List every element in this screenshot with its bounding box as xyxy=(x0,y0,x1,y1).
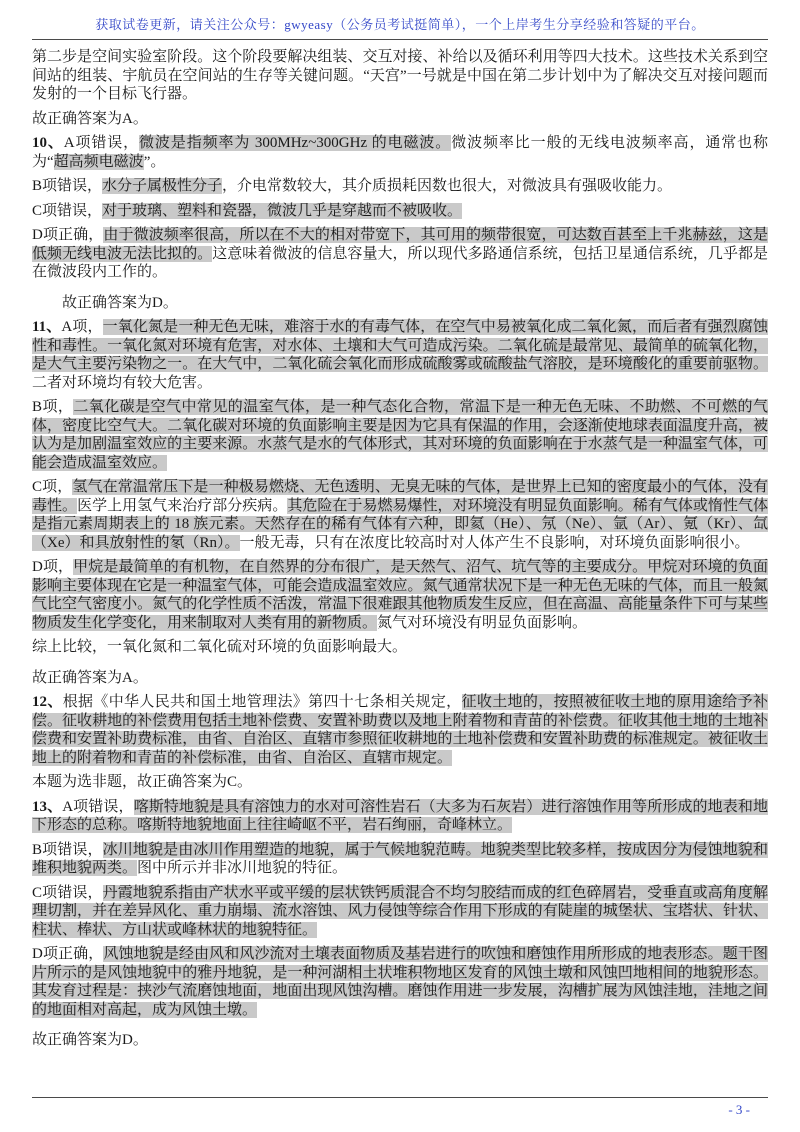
paragraph xyxy=(32,884,768,940)
paragraph xyxy=(32,945,768,1019)
header-banner: 获取试卷更新，请关注公众号：gwyeasy（公务员考试挺简单），一个上岸考生分享经验和答疑的平台。 xyxy=(95,17,705,32)
page-footer xyxy=(32,1097,768,1118)
highlighted-text: 喀斯特地貌是具有溶蚀力的水对可溶性岩石（大多为石灰岩）进行溶蚀作用等所形成的地表和地下形态的总称。喀斯特地貌地面上往往崎岖不平，岩石绚丽，奇峰林立。 xyxy=(32,798,768,833)
text-segment: 这意味着微波的信息容量大，所以现代多路通信系统，包括卫星通信系统，几乎都是在微波段内工作的。 xyxy=(32,245,768,280)
highlighted-text: 丹霞地貌系指由产状水平或平缓的层状铁钙质混合不均匀胶结而成的红色碎屑岩，受垂直或高角度解理切割，并在差异风化、重力崩塌、流水溶蚀、风力侵蚀等综合作用下形成的有陡崖的城堡状、宝塔状、针状、柱状、棒状、方山状或峰林状的地貌特征。 xyxy=(32,884,768,938)
highlighted-text: 氢气在常温常压下是一种极易燃烧、无色透明、无臭无味的气体，是世界上已知的密度最小的气体，没有毒性。 xyxy=(32,479,768,514)
highlighted-text: 其危险在于易燃易爆性，对环境没有明显负面影响。稀有气体或惰性气体是指元素周期表上的 18 族元素。天然存在的稀有气体有六种，即氦（He）、氖（Ne）、氩（Ar）、氪（Kr）、氙（Xe）和具放射性的氡（Rn）。 xyxy=(32,497,768,551)
text-segment: D项正确， xyxy=(32,227,104,243)
paragraph xyxy=(32,110,768,129)
paragraph xyxy=(32,669,768,688)
paragraph xyxy=(32,693,768,767)
text-segment: 第二步是空间实验室阶段。这个阶段要解决组装、交互对接、补给以及循环利用等四大技术。这些技术关系到空间站的组装、宇航员在空间站的生存等关键问题。“天宫”一号就是中国在第二步计划中为了解决交互对接问题而发射的一个目标飞行器。 xyxy=(32,49,768,102)
highlighted-text: 征收土地的，按照被征收土地的原用途给予补偿。征收耕地的补偿费用包括土地补偿费、安置补助费以及地上附着物和青苗的补偿费。征收其他土地的土地补偿费和安置补助费标准，由省、自治区、直辖市参照征收耕地的土地补偿费和安置补助费的标准规定。被征收土地上的附着物和青苗的补偿标准，由省、自治区、直辖市规定。 xyxy=(32,694,768,766)
text-segment: D项， xyxy=(32,559,74,575)
paragraph xyxy=(32,294,768,313)
paragraph xyxy=(32,226,768,282)
paragraph xyxy=(32,318,768,392)
highlighted-text: 水分子属极性分子 xyxy=(102,178,223,194)
text-segment: 故正确答案为D。 xyxy=(62,294,178,311)
highlighted-text: 微波是指频率为 300MHz~300GHz 的电磁波。 xyxy=(139,135,452,151)
paragraph xyxy=(32,134,768,171)
text-segment: 本题为选非题，故正确答案为C。 xyxy=(32,774,253,790)
text-segment: C项错误， xyxy=(32,202,103,219)
paragraph xyxy=(32,48,768,104)
text-segment: 12、 xyxy=(32,694,63,710)
document-body xyxy=(32,48,768,1050)
highlighted-text: 由于微波频率很高，所以在不大的相对带宽下，其可用的频带很宽，可达数百甚至上千兆赫兹，这是低频无线电波无法比拟的。 xyxy=(32,227,768,262)
text-segment: ”。 xyxy=(143,153,166,170)
text-segment: 一般无毒，只有在浓度比较高时对人体产生不良影响，对环境负面影响很小。 xyxy=(239,534,750,551)
text-segment: 医学上用氢气来治疗部分疾病。 xyxy=(77,497,288,514)
text-segment: A项错误， xyxy=(63,135,140,151)
page-number: - 3 - xyxy=(728,1102,750,1117)
highlighted-text: 冰川地貌是由冰川作用塑造的地貌，属于气候地貌范畴。地貌类型比较多样，按成因分为侵蚀地貌和堆积地貌两类。 xyxy=(32,841,768,876)
paragraph xyxy=(32,398,768,472)
highlighted-text: 二氧化碳是空气中常见的温室气体，是一种气态化合物，常温下是一种无色无味、不助燃、不可燃的气体，密度比空气大。二氧化碳对环境的负面影响主要是因为它具有保温的作用，会逐渐使地球表面温度升高，被认为是加剧温室效应的主要来源。水蒸气是水的气体形式，其对环境的负面影响在于水蒸气是一种温室气体，可能会造成温室效应。 xyxy=(32,399,768,471)
text-segment: C项错误， xyxy=(32,884,103,901)
highlighted-text: 超高频电磁波 xyxy=(53,153,144,170)
highlighted-text: 风蚀地貌是经由风和风沙流对土壤表面物质及基岩进行的吹蚀和磨蚀作用所形成的地表形态。题干图片所示的是风蚀地貌中的雅丹地貌，是一种河湖相土状堆积物地区发育的风蚀土墩和风蚀凹地相间的地貌形态。其发育过程是：挟沙气流磨蚀地面，地面出现风蚀沟槽。磨蚀作用进一步发展，沟槽扩展为风蚀洼地，洼地之间的地面相对高起，成为风蚀土墩。 xyxy=(32,946,768,1018)
text-segment: D项正确， xyxy=(32,946,104,962)
text-segment: A项， xyxy=(61,319,103,335)
highlighted-text: 对于玻璃、塑料和瓷器，微波几乎是穿越而不被吸收。 xyxy=(102,202,463,219)
text-segment: 11、 xyxy=(32,319,62,335)
paragraph xyxy=(32,1031,768,1050)
paragraph xyxy=(32,841,768,878)
text-segment: 综上比较，一氧化氮和二氧化硫对环境的负面影响最大。 xyxy=(32,639,408,655)
paragraph xyxy=(32,798,768,835)
text-segment: A项错误， xyxy=(62,798,134,815)
text-segment: 图中所示并非冰川地貌的特征。 xyxy=(137,860,348,876)
highlighted-text: 一氧化氮是一种无色无味，难溶于水的有毒气体，在空气中易被氧化成二氧化氮，而后者有强烈腐蚀性和毒性。一氧化氮对环境有危害，对水体、土壤和大气可造成污染。二氧化硫是最常见、最简单的硫氧化物，是大气主要污染物之一。在大气中，二氧化硫会氧化而形成硫酸雾或硫酸盐气溶胶，是环境酸化的重要前驱物。 xyxy=(32,319,768,372)
text-segment: 氮气对环境没有明显负面影响。 xyxy=(377,614,588,631)
paragraph xyxy=(32,638,768,657)
text-segment: 故正确答案为D。 xyxy=(32,1032,148,1048)
paragraph xyxy=(32,478,768,552)
text-segment: 微波频率比一般的无线电波频率高，通常也称为“ xyxy=(32,135,768,170)
highlighted-text: 甲烷是最简单的有机物，在自然界的分布很广，是天然气、沼气、坑气等的主要成分。甲烷对环境的负面影响主要体现在它是一种温室气体，可能会造成温室效应。氮气通常状况下是一种无色无味的气体，而且一般氮气比空气密度小。氮气的化学性质不活泼，常温下很难跟其他物质发生反应，但在高温、高能量条件下可与某些物质发生化学变化，用来制取对人类有用的新物质。 xyxy=(32,559,768,631)
text-segment: 故正确答案为A。 xyxy=(32,669,148,686)
paragraph xyxy=(32,558,768,632)
text-segment: 13、 xyxy=(32,798,63,815)
paragraph xyxy=(32,773,768,792)
text-segment: C项， xyxy=(32,479,73,495)
text-segment: 10、 xyxy=(32,135,64,151)
text-segment: B项错误， xyxy=(32,178,103,194)
paragraph xyxy=(32,202,768,221)
text-segment: 根据《中华人民共和国土地管理法》第四十七条相关规定， xyxy=(62,694,462,710)
header-divider xyxy=(32,39,768,40)
text-segment: ，介电常数较大，其介质损耗因数也很大，对微波具有强吸收能力。 xyxy=(222,178,673,194)
text-segment: B项错误， xyxy=(32,841,103,858)
text-segment: B项， xyxy=(32,399,74,415)
text-segment: 故正确答案为A。 xyxy=(32,110,148,127)
text-segment: 二者对环境均有较大危害。 xyxy=(32,374,213,391)
paragraph xyxy=(32,177,768,196)
footer-divider xyxy=(32,1097,768,1098)
